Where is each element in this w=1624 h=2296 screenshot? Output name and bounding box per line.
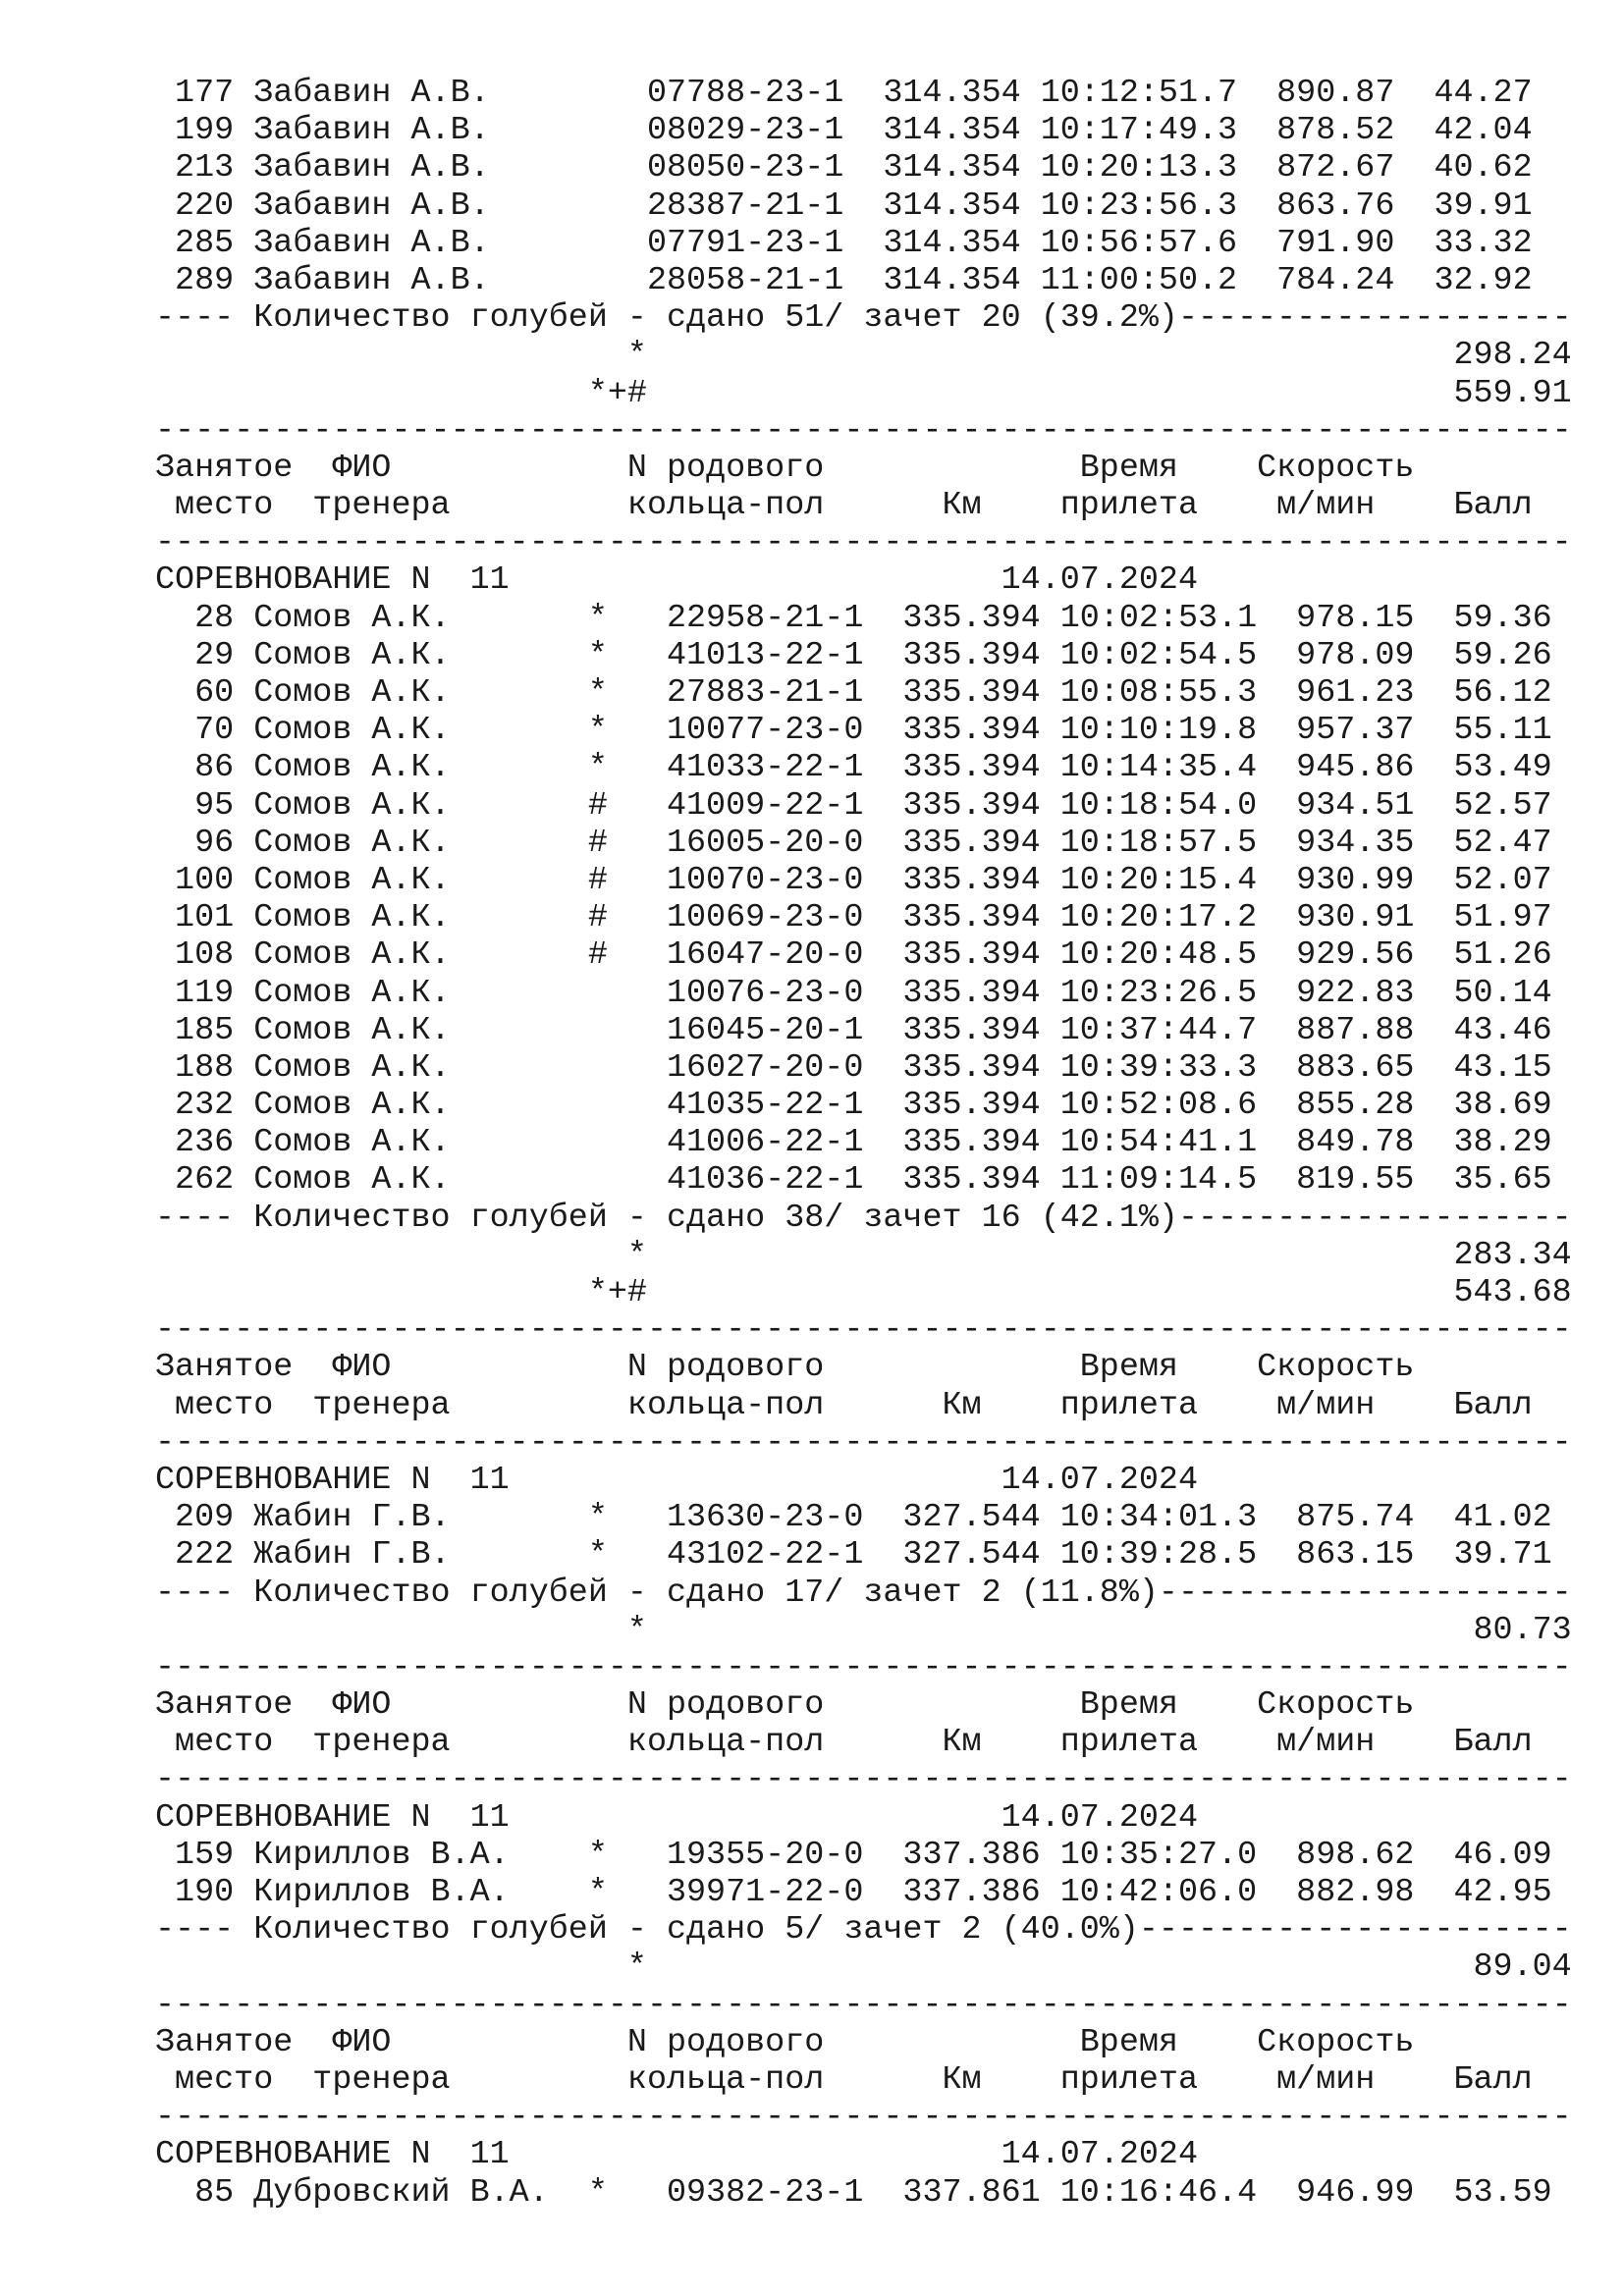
result-row: 209 Жабин Г.В. * 13630-23-0 327.544 10:34:01.3 875.74 41.02 [155,1499,1552,1537]
competition-header: СОРЕВНОВАНИЕ N 11 14.07.2024 [155,561,1198,600]
divider-line: ------------------------------------------------------------------------ [155,524,1572,562]
result-row: 85 Дубровский В.А. * 09382-23-1 337.861 10:16:46.4 946.99 53.59 [155,2173,1552,2212]
result-row: 262 Сомов А.К. 41036-22-1 335.394 11:09:14.5 819.55 35.65 [155,1161,1552,1200]
result-row: 108 Сомов А.К. # 16047-20-0 335.394 10:20:48.5 929.56 51.26 [155,936,1552,975]
divider-line: ------------------------------------------------------------------------ [155,411,1572,450]
result-row: 289 Забавин А.В. 28058-21-1 314.354 11:00:50.2 784.24 32.92 [155,261,1533,299]
summary-line: ---- Количество голубей - сдано 17/ зачет 2 (11.8%)--------------------- [155,1574,1572,1612]
result-row: 100 Сомов А.К. # 10070-23-0 335.394 10:20:15.4 930.99 52.07 [155,861,1552,899]
competition-header: СОРЕВНОВАНИЕ N 11 14.07.2024 [155,1798,1198,1837]
result-row: 119 Сомов А.К. 10076-23-0 335.394 10:23:26.5 922.83 50.14 [155,974,1552,1012]
result-row: 222 Жабин Г.В. * 43102-22-1 327.544 10:39:28.5 863.15 39.71 [155,1536,1552,1575]
summary-line: ---- Количество голубей - сдано 5/ зачет 2 (40.0%)---------------------- [155,1911,1572,1949]
competition-header: СОРЕВНОВАНИЕ N 11 14.07.2024 [155,2136,1198,2174]
points-total: * 80.73 [155,1611,1572,1649]
summary-line: ---- Количество голубей - сдано 38/ зачет 16 (42.1%)-------------------- [155,1199,1572,1237]
result-row: 188 Сомов А.К. 16027-20-0 335.394 10:39:33.3 883.65 43.15 [155,1048,1552,1087]
summary-line: ---- Количество голубей - сдано 51/ зачет 20 (39.2%)-------------------- [155,299,1572,338]
points-total: * 283.34 [155,1236,1572,1274]
result-row: 60 Сомов А.К. * 27883-21-1 335.394 10:08:55.3 961.23 56.12 [155,674,1552,712]
result-row: 29 Сомов А.К. * 41013-22-1 335.394 10:02:54.5 978.09 59.26 [155,636,1552,674]
divider-line: ------------------------------------------------------------------------ [155,1986,1572,2024]
column-header: Занятое ФИО N родового Время Скорость [155,1686,1415,1725]
divider-line: ------------------------------------------------------------------------ [155,2099,1572,2137]
result-row: 220 Забавин А.В. 28387-21-1 314.354 10:23:56.3 863.76 39.91 [155,187,1533,225]
points-total: *+# 543.68 [155,1274,1572,1311]
result-row: 95 Сомов А.К. # 41009-22-1 335.394 10:18:54.0 934.51 52.57 [155,786,1552,825]
result-row: 177 Забавин А.В. 07788-23-1 314.354 10:12:51.7 890.87 44.27 [155,75,1533,112]
divider-line: ------------------------------------------------------------------------ [155,1761,1572,1799]
result-row: 213 Забавин А.В. 08050-23-1 314.354 10:20:13.3 872.67 40.62 [155,149,1533,187]
result-row: 101 Сомов А.К. # 10069-23-0 335.394 10:20:17.2 930.91 51.97 [155,899,1552,937]
column-header: место тренера кольца-пол Км прилета м/мин Балл [155,1724,1533,1762]
divider-line: ------------------------------------------------------------------------ [155,1423,1572,1462]
competition-header: СОРЕВНОВАНИЕ N 11 14.07.2024 [155,1461,1198,1499]
result-row: 190 Кириллов В.А. * 39971-22-0 337.386 10:42:06.0 882.98 42.95 [155,1874,1552,1911]
column-header: Занятое ФИО N родового Время Скорость [155,2023,1415,2061]
divider-line: ------------------------------------------------------------------------ [155,1648,1572,1686]
result-row: 28 Сомов А.К. * 22958-21-1 335.394 10:02:53.1 978.15 59.36 [155,599,1552,637]
result-row: 70 Сомов А.К. * 10077-23-0 335.394 10:10:19.8 957.37 55.11 [155,712,1552,750]
column-header: Занятое ФИО N родового Время Скорость [155,449,1415,487]
points-total: * 89.04 [155,1949,1572,1987]
points-total: *+# 559.91 [155,374,1572,412]
result-row: 86 Сомов А.К. * 41033-22-1 335.394 10:14:35.4 945.86 53.49 [155,749,1552,787]
result-row: 236 Сомов А.К. 41006-22-1 335.394 10:54:41.1 849.78 38.29 [155,1124,1552,1162]
result-row: 232 Сомов А.К. 41035-22-1 335.394 10:52:08.6 855.28 38.69 [155,1087,1552,1125]
divider-line: ------------------------------------------------------------------------ [155,1311,1572,1350]
result-row: 159 Кириллов В.А. * 19355-20-0 337.386 10:35:27.0 898.62 46.09 [155,1836,1552,1874]
result-row: 185 Сомов А.К. 16045-20-1 335.394 10:37:44.7 887.88 43.46 [155,1011,1552,1049]
result-row: 199 Забавин А.В. 08029-23-1 314.354 10:17:49.3 878.52 42.04 [155,112,1533,150]
points-total: * 298.24 [155,337,1572,375]
column-header: место тренера кольца-пол Км прилета м/мин Балл [155,1386,1533,1424]
column-header: место тренера кольца-пол Км прилета м/мин Балл [155,487,1533,525]
column-header: Занятое ФИО N родового Время Скорость [155,1349,1415,1387]
column-header: место тренера кольца-пол Км прилета м/мин Балл [155,2060,1533,2099]
result-row: 96 Сомов А.К. # 16005-20-0 335.394 10:18:57.5 934.35 52.47 [155,824,1552,862]
results-printout [155,75,1572,2212]
result-row: 285 Забавин А.В. 07791-23-1 314.354 10:56:57.6 791.90 33.32 [155,224,1533,262]
